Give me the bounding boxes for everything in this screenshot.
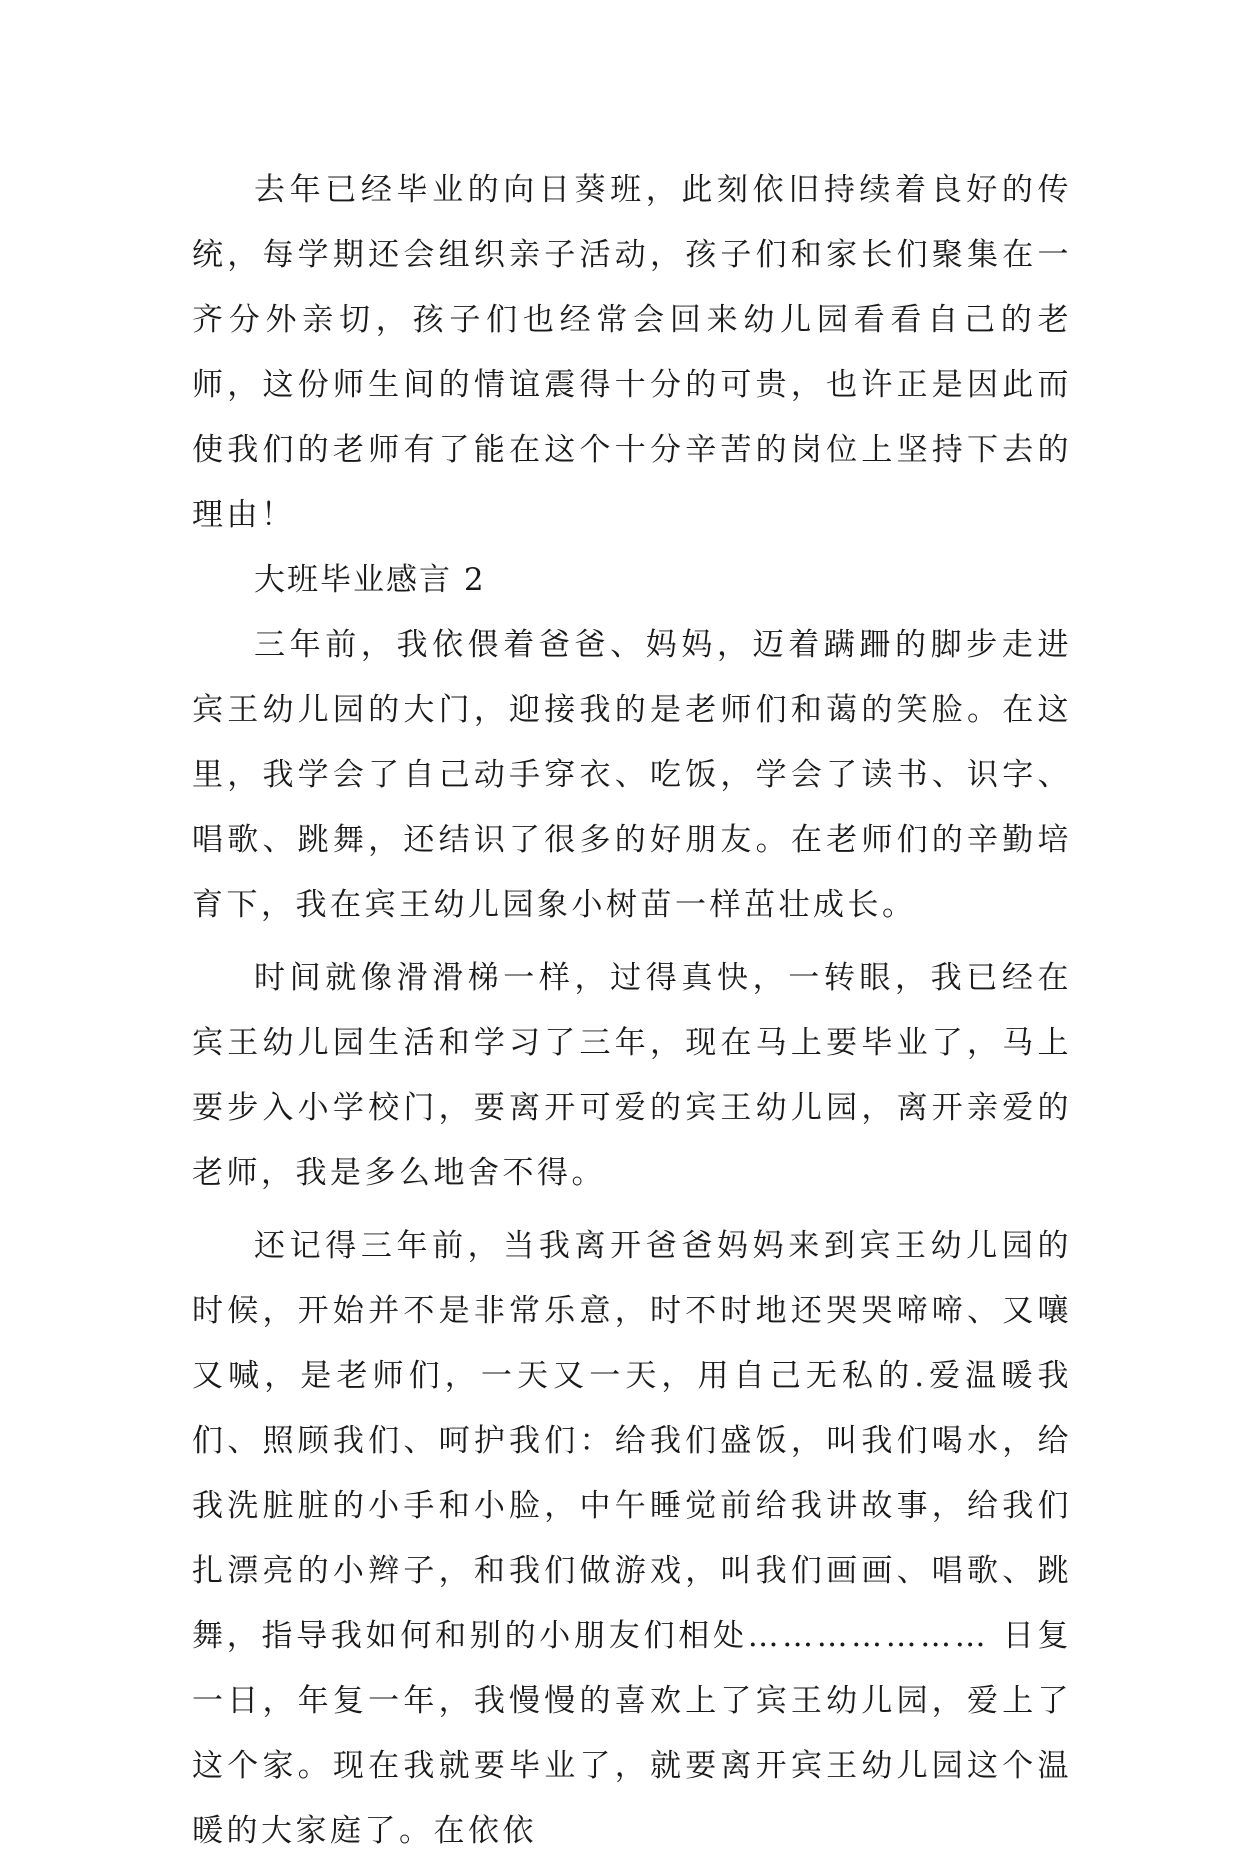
paragraph-time-flies: 时间就像滑滑梯一样，过得真快，一转眼，我已经在宾王幼儿园生活和学习了三年，现在马上要毕业了，马上要步入小学校门，要离开可爱的宾王幼儿园，离开亲爱的老师，我是多么地舍不得。 bbox=[192, 960, 1072, 1191]
paragraph-remember: 还记得三年前，当我离开爸爸妈妈来到宾王幼儿园的时候，开始并不是非常乐意，时不时地还哭哭啼啼、又嚷又喊，是老师们，一天又一天，用自己无私的.爱温暖我们、照顾我们、呵护我们：给我们盛饭，叫我们喝水，给我洗脏脏的小手和小脸，中午睡觉前给我讲故事，给我们扎漂亮的小辫子，和我们做游戏，叫我们画画、唱歌、跳舞，指导我如何和别的小朋友们相处………………… 日复一日，年复一年，我慢慢的喜欢上了宾王幼儿园，爱上了这个家。现在我就要毕业了，就要离开宾王幼儿园这个温暖的大家庭了。在依依 bbox=[192, 1228, 1072, 1849]
section-heading: 大班毕业感言 2 bbox=[254, 562, 486, 598]
paragraph-three-years-ago: 三年前，我依偎着爸爸、妈妈，迈着蹒跚的脚步走进宾王幼儿园的大门，迎接我的是老师们和蔼的笑脸。在这里，我学会了自己动手穿衣、吃饭，学会了读书、识字、唱歌、跳舞，还结识了很多的好朋友。在老师们的辛勤培育下，我在宾王幼儿园象小树苗一样茁壮成长。 bbox=[192, 627, 1072, 923]
paragraph-sunflower-class: 去年已经毕业的向日葵班，此刻依旧持续着良好的传统，每学期还会组织亲子活动，孩子们和家长们聚集在一齐分外亲切，孩子们也经常会回来幼儿园看看自己的老师，这份师生间的情谊震得十分的可贵，也许正是因此而使我们的老师有了能在这个十分辛苦的岗位上坚持下去的理由！ bbox=[192, 172, 1072, 533]
document-body bbox=[192, 158, 1072, 1864]
